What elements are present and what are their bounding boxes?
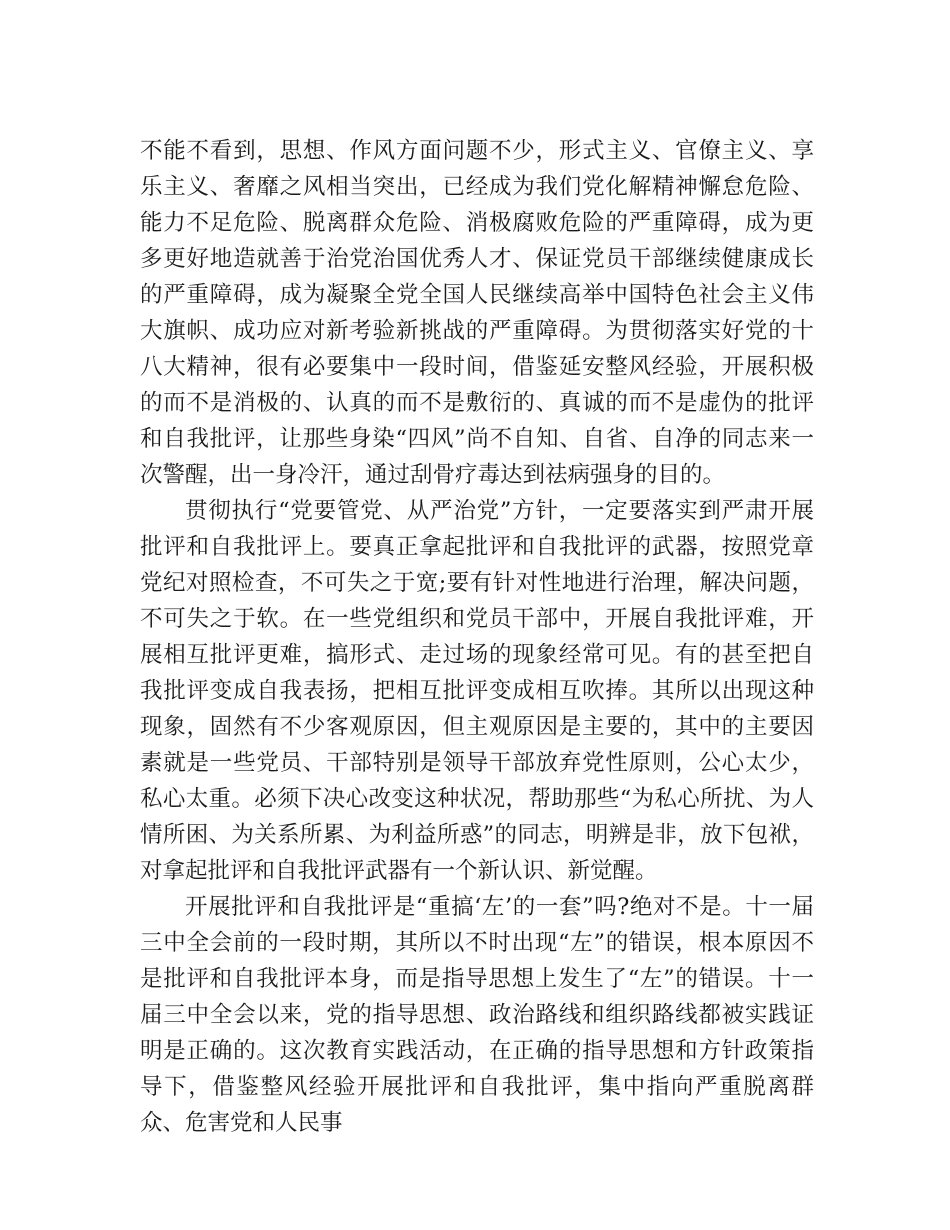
- document-body: [140, 133, 814, 1141]
- paragraph: 贯彻执行“党要管党、从严治党”方针，一定要落实到严肃开展批评和自我批评上。要真正拿起批评和自我批评的武器，按照党章党纪对照检查，不可失之于宽;要有针对性地进行治理，解决问题，不可失之于软。在一些党组织和党员干部中，开展自我批评难，开展相互批评更难，搞形式、走过场的现象经常可见。有的甚至把自我批评变成自我表扬，把相互批评变成相互吹捧。其所以出现这种现象，固然有不少客观原因，但主观原因是主要的，其中的主要因素就是一些党员、干部特别是领导干部放弃党性原则，公心太少，私心太重。必须下决心改变这种状况，帮助那些“为私心所扰、为人情所困、为关系所累、为利益所惑”的同志，明辨是非，放下包袱，对拿起批评和自我批评武器有一个新认识、新觉醒。: [140, 498, 814, 884]
- paragraph: 开展批评和自我批评是“重搞‘左’的一套”吗?绝对不是。十一届三中全会前的一段时期，其所以不时出现“左”的错误，根本原因不是批评和自我批评本身，而是指导思想上发生了“左”的错误。十一届三中全会以来，党的指导思想、政治路线和组织路线都被实践证明是正确的。这次教育实践活动，在正确的指导思想和方针政策指导下，借鉴整风经验开展批评和自我批评，集中指向严重脱离群众、危害党和人民事: [140, 894, 814, 1136]
- paragraph-continued: 不能不看到，思想、作风方面问题不少，形式主义、官僚主义、享乐主义、奢靡之风相当突出，已经成为我们党化解精神懈怠危险、能力不足危险、脱离群众危险、消极腐败危险的严重障碍，成为更多更好地造就善于治党治国优秀人才、保证党员干部继续健康成长的严重障碍，成为凝聚全党全国人民继续高举中国特色社会主义伟大旗帜、成功应对新考验新挑战的严重障碍。为贯彻落实好党的十八大精神，很有必要集中一段时间，借鉴延安整风经验，开展积极的而不是消极的、认真的而不是敷衍的、真诚的而不是虚伪的批评和自我批评，让那些身染“四风”尚不自知、自省、自净的同志来一次警醒，出一身冷汗，通过刮骨疗毒达到祛病强身的目的。: [140, 138, 814, 488]
